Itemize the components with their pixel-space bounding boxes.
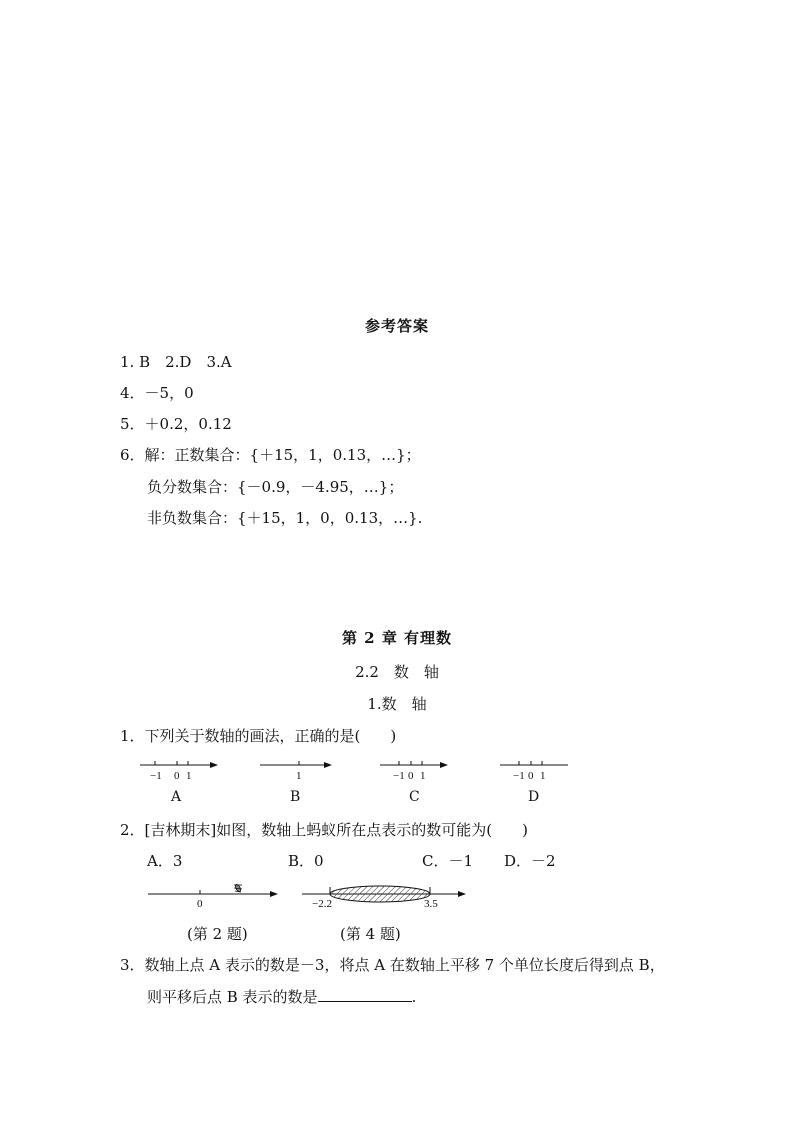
q2-stem: 2．[吉林期末]如图，数轴上蚂蚁所在点表示的数可能为( ) bbox=[120, 821, 528, 839]
section-title: 2.2 数 轴 bbox=[355, 663, 439, 681]
q4-right-label: 3.5 bbox=[424, 898, 438, 910]
answer-line-3: 5．＋0.2，0.12 bbox=[120, 415, 232, 433]
q1-d-tick-0: 0 bbox=[528, 770, 534, 782]
subsection-title: 1.数 轴 bbox=[367, 695, 427, 713]
q3-line-1: 3．数轴上点 A 表示的数是－3，将点 A 在数轴上平移 7 个单位长度后得到点 B， bbox=[120, 956, 665, 974]
answer-blank bbox=[318, 987, 412, 1002]
q2-option-b: B．0 bbox=[288, 852, 324, 870]
q1-c-tick-neg1: −1 bbox=[393, 770, 405, 782]
q1-stem: 1．下列关于数轴的画法，正确的是( ) bbox=[120, 727, 397, 745]
q2-caption: (第 2 题) bbox=[187, 925, 248, 943]
q1-option-c-label: C bbox=[409, 789, 420, 805]
q4-caption: (第 4 题) bbox=[340, 925, 401, 943]
answers-title: 参考答案 bbox=[364, 317, 429, 335]
q1-a-tick-neg1: −1 bbox=[150, 770, 162, 782]
q1-option-d-label: D bbox=[528, 789, 540, 805]
q3-line-2: 则平移后点 B 表示的数是 bbox=[147, 988, 318, 1006]
q3-line-2-wrap bbox=[147, 987, 416, 1007]
q1-option-d-axis bbox=[500, 761, 568, 782]
q2-option-a: A．3 bbox=[147, 852, 183, 870]
chapter-title: 第 2 章 有理数 bbox=[341, 629, 453, 647]
q1-option-b-label: B bbox=[290, 789, 301, 805]
answer-line-1: 1. B 2.D 3.A bbox=[120, 353, 232, 371]
q3-end: . bbox=[411, 988, 417, 1006]
answer-line-6: 非负数集合：{＋15，1，0，0.13，…}. bbox=[147, 509, 423, 527]
q4-left-label: −2.2 bbox=[312, 898, 332, 910]
answer-line-2: 4．－5，0 bbox=[120, 384, 194, 402]
q1-c-tick-1: 1 bbox=[420, 770, 426, 782]
q1-a-tick-1: 1 bbox=[186, 770, 192, 782]
q1-d-tick-1: 1 bbox=[540, 770, 546, 782]
q1-option-a-label: A bbox=[171, 789, 182, 805]
q1-b-tick-1: 1 bbox=[296, 770, 302, 782]
q1-number-lines bbox=[130, 756, 580, 786]
q1-option-c-axis bbox=[380, 761, 448, 782]
q2-option-d: D．－2 bbox=[504, 852, 556, 870]
q4-figure bbox=[296, 878, 476, 910]
hatched-region bbox=[330, 886, 430, 902]
ant-icon bbox=[234, 884, 242, 893]
q2-figure bbox=[140, 880, 290, 910]
q1-a-tick-0: 0 bbox=[174, 770, 180, 782]
q1-c-tick-0: 0 bbox=[408, 770, 414, 782]
q1-option-b-axis bbox=[260, 761, 332, 782]
q1-d-tick-neg1: −1 bbox=[513, 770, 525, 782]
q2-option-c: C．－1 bbox=[422, 852, 474, 870]
answer-line-5: 负分数集合：{－0.9，－4.95，…}； bbox=[147, 478, 404, 496]
q1-option-a-axis bbox=[140, 761, 218, 782]
answer-line-4: 6．解：正数集合：{＋15，1，0.13，…}； bbox=[120, 446, 421, 464]
q2-figure-tick-0: 0 bbox=[197, 898, 203, 910]
